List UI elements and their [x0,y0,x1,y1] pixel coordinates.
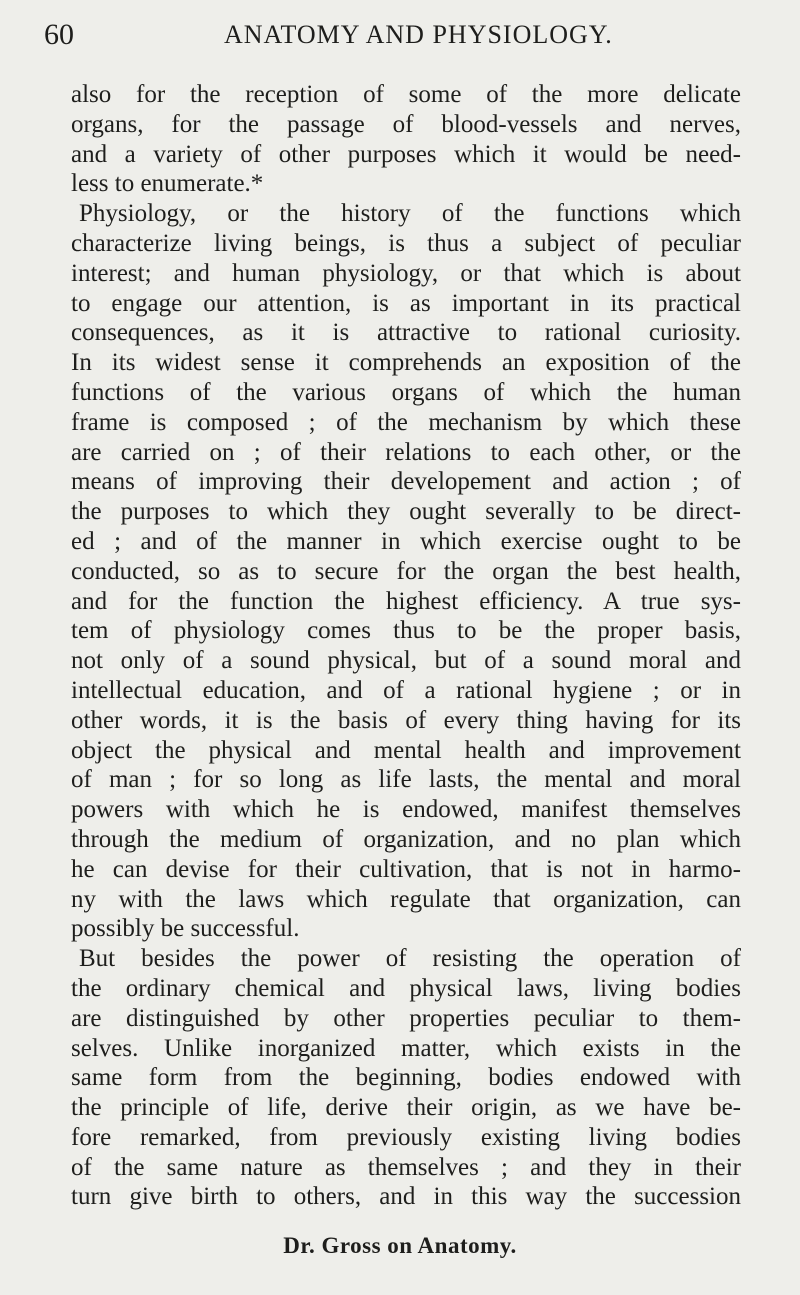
text-line: other words, it is the basis of every thing having for its [71,706,741,734]
text-line: interest; and human physiology, or that which is about [71,259,741,287]
text-line: are distinguished by other properties peculiar to them- [71,1004,741,1032]
text-line: also for the reception of some of the more delicate [71,81,741,108]
text-line: ny with the laws which regulate that organization, can [71,885,741,913]
running-title: ANATOMY AND PHYSIOLOGY. [224,20,613,49]
text-line: organs, for the passage of blood-vessels and nerves, [71,110,741,138]
text-line: possibly be successful. [71,915,300,943]
text-line: and for the function the highest efficiency. A true sys- [71,587,741,615]
text-line: the ordinary chemical and physical laws, living bodies [71,974,741,1002]
text-line: means of improving their developement and action ; of [71,468,741,496]
text-line: selves. Unlike inorganized matter, which exists in the [71,1034,741,1062]
text-line: turn give birth to others, and in this way the succession [71,1183,741,1211]
text-line: to engage our attention, is as important in its practical [71,289,741,317]
text-line: ed ; and of the manner in which exercise ought to be [71,527,741,555]
body-text [71,80,741,1212]
text-line: functions of the various organs of which the human [71,378,741,406]
text-line: characterize living beings, is thus a subject of peculiar [71,229,741,257]
text-line: the principle of life, derive their origin, as we have be- [71,1094,741,1122]
text-line: intellectual education, and of a rational hygiene ; or in [71,676,741,704]
text-line: conducted, so as to secure for the organ the best health, [71,557,741,585]
text-line: are carried on ; of their relations to each other, or the [71,438,741,466]
footnote: Dr. Gross on Anatomy. [283,1233,517,1258]
text-line: not only of a sound physical, but of a sound moral and [71,647,741,675]
text-line: the purposes to which they ought severally to be direct- [71,498,741,526]
text-line: tem of physiology comes thus to be the proper basis, [71,617,741,645]
text-line: and a variety of other purposes which it would be need- [71,140,741,168]
text-line: less to enumerate.* [71,170,264,198]
text-line: In its widest sense it comprehends an exposition of the [71,349,741,377]
text-line: powers with which he is endowed, manifest themselves [71,796,741,824]
text-line: consequences, as it is attractive to rational curiosity. [71,319,741,347]
text-line: fore remarked, from previously existing living bodies [71,1123,741,1151]
text-line: But besides the power of resisting the operation of [79,945,741,973]
text-line: he can devise for their cultivation, that is not in harmo- [71,855,741,883]
page-header [44,18,744,58]
text-line: frame is composed ; of the mechanism by which these [71,408,741,436]
text-line: same form from the beginning, bodies endowed with [71,1064,741,1092]
text-line: Physiology, or the history of the functions which [79,200,741,228]
text-line: of the same nature as themselves ; and they in their [71,1153,741,1181]
text-line: through the medium of organization, and no plan which [71,825,741,853]
text-line: object the physical and mental health and improvement [71,736,741,764]
text-line: of man ; for so long as life lasts, the mental and moral [71,766,741,794]
page-number: 60 [44,18,74,51]
